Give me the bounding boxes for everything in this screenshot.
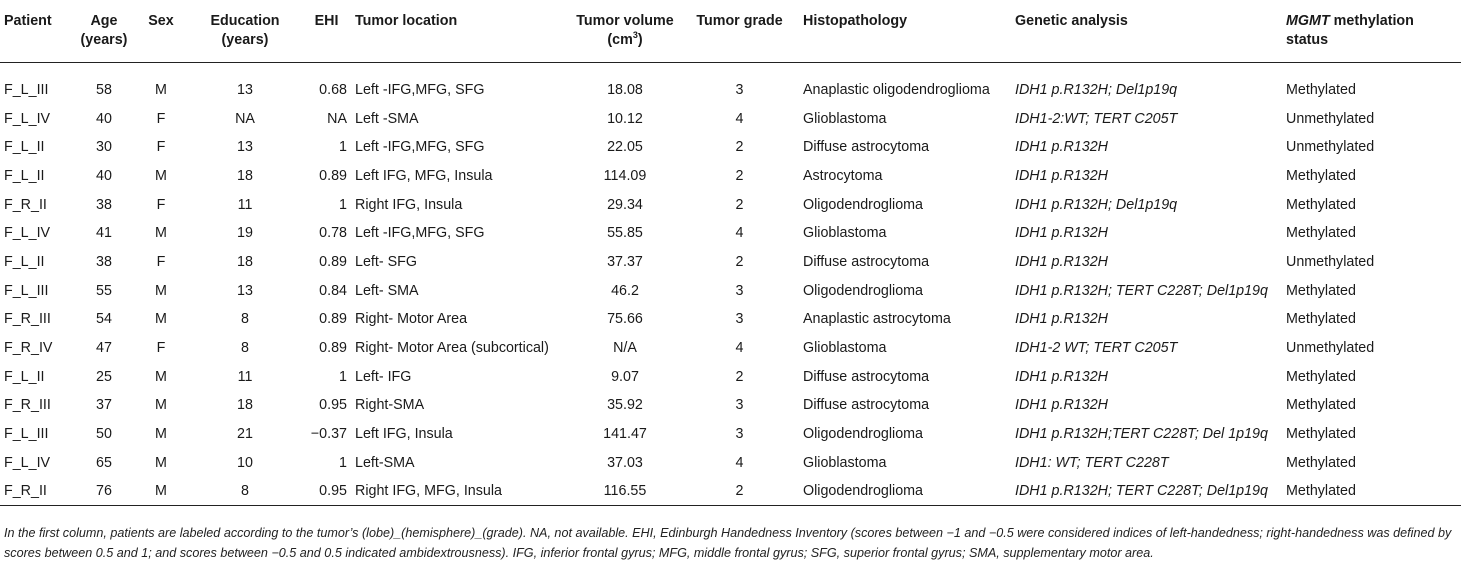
cell-tumor-volume: 37.37	[607, 253, 643, 270]
cell-sex: F	[156, 196, 166, 213]
cell-tumor-grade: 2	[735, 253, 744, 270]
cell-tumor-location: Left- IFG	[355, 368, 412, 385]
header-tumor-grade: Tumor grade	[680, 4, 799, 62]
cell-genetic-analysis: IDH1 p.R132H	[1015, 139, 1108, 156]
cell-mgmt-status: Methylated	[1286, 311, 1356, 328]
cell-education: 19	[237, 225, 253, 242]
cell-mgmt-status: Methylated	[1286, 368, 1356, 385]
cell-sex: F	[156, 253, 166, 270]
cell-histopathology: Glioblastoma	[803, 110, 887, 127]
cell-histopathology: Oligodendroglioma	[803, 426, 924, 443]
cell-tumor-location: Left- SMA	[355, 282, 419, 299]
cell-patient: F_L_III	[4, 282, 49, 299]
cell-age: 40	[96, 167, 112, 184]
cell-mgmt-status: Methylated	[1286, 426, 1356, 443]
cell-genetic-analysis: IDH1: WT; TERT C228T	[1015, 454, 1169, 471]
cell-tumor-grade: 3	[735, 397, 744, 414]
cell-genetic-analysis: IDH1 p.R132H	[1015, 368, 1108, 385]
cell-mgmt-status: Unmethylated	[1286, 340, 1375, 357]
cell-sex: M	[155, 454, 167, 471]
table-row	[0, 448, 1461, 477]
cell-patient: F_R_IV	[4, 340, 53, 357]
cell-tumor-volume: 114.09	[603, 167, 647, 184]
cell-ehi: 0.78	[319, 225, 347, 242]
patient-table	[0, 4, 1461, 506]
cell-age: 76	[74, 477, 134, 506]
cell-sex: F	[156, 139, 166, 156]
cell-ehi: 0.89	[319, 167, 347, 184]
cell-tumor-volume: 46.2	[611, 282, 639, 299]
cell-histopathology: Oligodendroglioma	[803, 282, 924, 299]
cell-tumor-volume: 18.08	[607, 81, 643, 98]
cell-mgmt-status: Methylated	[1286, 196, 1356, 213]
cell-ehi: 0.89	[319, 253, 347, 270]
cell-ehi: 1	[339, 139, 347, 156]
cell-age: 47	[96, 340, 112, 357]
cell-ehi: 0.84	[319, 282, 347, 299]
cell-ehi: 1	[339, 454, 347, 471]
cell-tumor-location: Left -IFG,MFG, SFG	[355, 225, 485, 242]
cell-education: 11	[237, 368, 253, 385]
cell-age: 38	[96, 253, 112, 270]
cell-tumor-grade: 4	[735, 340, 744, 357]
cell-age: 58	[96, 81, 112, 98]
cell-histopathology: Anaplastic oligodendroglioma	[803, 81, 990, 98]
cell-genetic-analysis: IDH1 p.R132H	[1015, 253, 1108, 270]
cell-ehi: NA	[327, 110, 347, 127]
cell-tumor-grade: 2	[735, 167, 744, 184]
cell-patient: F_L_IV	[4, 454, 51, 471]
cell-sex: M	[155, 311, 167, 328]
cell-age: 40	[96, 110, 112, 127]
cell-tumor-location: Right-SMA	[355, 397, 425, 414]
cell-patient: F_R_II	[0, 477, 74, 506]
cell-age: 25	[96, 368, 112, 385]
table-row	[0, 133, 1461, 162]
cell-tumor-volume: 75.66	[607, 311, 643, 328]
cell-tumor-grade: 2	[735, 139, 744, 156]
cell-sex: F	[156, 340, 166, 357]
cell-tumor-location: Left -SMA	[355, 110, 419, 127]
cell-tumor-volume: 29.34	[607, 196, 643, 213]
cell-age: 50	[96, 426, 112, 443]
header-education: Education (years)	[188, 4, 302, 62]
cell-genetic-analysis: IDH1 p.R132H; TERT C228T; Del1p19q	[1015, 282, 1268, 299]
table-row	[0, 420, 1461, 449]
cell-tumor-location: Right- Motor Area (subcortical)	[355, 340, 549, 357]
cell-education: 13	[237, 139, 253, 156]
cell-tumor-location: Right IFG, MFG, Insula	[351, 477, 570, 506]
cell-ehi: 1	[339, 368, 347, 385]
cell-ehi: 1	[339, 196, 347, 213]
cell-education: 21	[237, 426, 253, 443]
cell-education: 18	[237, 253, 253, 270]
table-row	[0, 76, 1461, 105]
table-row	[0, 477, 1461, 506]
cell-tumor-volume: 22.05	[607, 139, 643, 156]
cell-patient: F_L_IV	[4, 225, 51, 242]
cell-tumor-grade: 3	[735, 282, 744, 299]
table-row	[0, 162, 1461, 191]
cell-age: 41	[96, 225, 112, 242]
cell-histopathology: Oligodendroglioma	[803, 196, 924, 213]
cell-sex: M	[155, 167, 167, 184]
cell-ehi: 0.89	[319, 311, 347, 328]
table-body	[0, 76, 1461, 506]
cell-education: 8	[241, 340, 249, 357]
header-tumor-location: Tumor location	[351, 4, 570, 62]
cell-sex: F	[156, 110, 166, 127]
cell-ehi: −0.37	[310, 426, 347, 443]
cell-tumor-grade: 4	[735, 225, 744, 242]
cell-tumor-grade: 4	[735, 110, 744, 127]
header-ehi: EHI	[302, 4, 351, 62]
cell-histopathology: Diffuse astrocytoma	[803, 139, 930, 156]
cell-mgmt-status: Methylated	[1286, 167, 1356, 184]
table-row	[0, 190, 1461, 219]
cell-histopathology: Anaplastic astrocytoma	[803, 311, 951, 328]
cell-age: 55	[96, 282, 112, 299]
cell-genetic-analysis: IDH1-2:WT; TERT C205T	[1015, 110, 1178, 127]
table-row	[0, 104, 1461, 133]
cell-genetic-analysis: IDH1 p.R132H	[1015, 311, 1108, 328]
table-row	[0, 362, 1461, 391]
cell-genetic-analysis: IDH1 p.R132H;TERT C228T; Del 1p19q	[1015, 426, 1268, 443]
cell-age: 38	[96, 196, 112, 213]
cell-patient: F_L_III	[4, 81, 49, 98]
cell-tumor-grade: 4	[735, 454, 744, 471]
cell-genetic-analysis: IDH1 p.R132H; Del1p19q	[1015, 196, 1178, 213]
cell-age: 37	[96, 397, 112, 414]
cell-histopathology: Astrocytoma	[803, 167, 883, 184]
cell-histopathology: Diffuse astrocytoma	[803, 397, 930, 414]
cell-tumor-location: Left-SMA	[355, 454, 415, 471]
cell-sex: M	[155, 225, 167, 242]
cell-patient: F_L_II	[4, 139, 45, 156]
cell-histopathology: Glioblastoma	[803, 340, 887, 357]
header-histopathology: Histopathology	[799, 4, 1011, 62]
cell-patient: F_L_II	[4, 368, 45, 385]
cell-patient: F_R_III	[4, 311, 51, 328]
cell-tumor-grade: 3	[735, 81, 744, 98]
cell-histopathology: Oligodendroglioma	[799, 477, 1011, 506]
cell-genetic-analysis: IDH1 p.R132H	[1015, 167, 1108, 184]
cell-education: 8	[241, 311, 249, 328]
cell-genetic-analysis: IDH1 p.R132H; Del1p19q	[1015, 81, 1178, 98]
cell-sex: M	[134, 477, 188, 506]
cell-sex: M	[155, 368, 167, 385]
cell-tumor-volume: N/A	[613, 340, 637, 357]
cell-genetic-analysis: IDH1 p.R132H; TERT C228T; Del1p19q	[1011, 477, 1282, 506]
cell-tumor-location: Right- Motor Area	[355, 311, 468, 328]
cell-genetic-analysis: IDH1 p.R132H	[1015, 397, 1108, 414]
cell-mgmt-status: Methylated	[1286, 81, 1356, 98]
cell-tumor-grade: 3	[735, 311, 744, 328]
cell-mgmt-status: Methylated	[1286, 282, 1356, 299]
cell-tumor-location: Right IFG, Insula	[355, 196, 463, 213]
table-row	[0, 305, 1461, 334]
table-footnote: In the first column, patients are labeled according to the tumor’s (lobe)_(hemisphere)_(grade). NA, not available. EHI, Edinburgh Handedness Inventory (scores between −1 and −0.5 were considered indices of left-handedness; right-handedness was defined by scores between 0.5 and 1; and scores between −0.5 and 0.5 indicated ambidextrousness). IFG, inferior frontal gyrus; MFG, middle frontal gyrus; SFG, superior frontal gyrus; SMA, supplementary motor area.	[4, 526, 1452, 560]
cell-tumor-grade: 3	[735, 426, 744, 443]
cell-tumor-volume: 37.03	[607, 454, 643, 471]
cell-education: 10	[237, 454, 253, 471]
cell-mgmt-status: Unmethylated	[1286, 139, 1375, 156]
cell-education: 8	[188, 477, 302, 506]
cell-age: 30	[96, 139, 112, 156]
cell-ehi: 0.89	[319, 340, 347, 357]
cell-mgmt-status: Methylated	[1286, 397, 1356, 414]
cell-patient: F_L_II	[4, 167, 45, 184]
cell-education: 11	[237, 196, 253, 213]
cell-ehi: 0.95	[302, 477, 351, 506]
cell-patient: F_L_III	[4, 426, 49, 443]
cell-education: NA	[235, 110, 255, 127]
cell-education: 13	[237, 81, 253, 98]
cell-sex: M	[155, 282, 167, 299]
header-sex: Sex	[134, 4, 188, 62]
cell-tumor-location: Left- SFG	[355, 253, 417, 270]
table-row	[0, 334, 1461, 363]
cell-patient: F_L_IV	[4, 110, 51, 127]
cell-age: 65	[96, 454, 112, 471]
cell-sex: M	[155, 397, 167, 414]
cell-histopathology: Glioblastoma	[803, 225, 887, 242]
cell-tumor-grade: 2	[735, 368, 744, 385]
header-row	[0, 4, 1461, 62]
header-mgmt-status: MGMT methylation status	[1282, 4, 1461, 62]
cell-ehi: 0.95	[319, 397, 347, 414]
cell-sex: M	[155, 426, 167, 443]
cell-patient: F_R_III	[4, 397, 51, 414]
cell-tumor-volume: 141.47	[603, 426, 647, 443]
cell-tumor-volume: 9.07	[611, 368, 639, 385]
cell-sex: M	[155, 81, 167, 98]
header-tumor-volume: Tumor volume $(cm^3)$	[570, 4, 680, 62]
cell-genetic-analysis: IDH1 p.R132H	[1015, 225, 1108, 242]
cell-age: 54	[96, 311, 112, 328]
table-row	[0, 391, 1461, 420]
cell-tumor-location: Left -IFG,MFG, SFG	[355, 139, 485, 156]
cell-tumor-volume: 10.12	[607, 110, 643, 127]
cell-ehi: 0.68	[319, 81, 347, 98]
cell-histopathology: Diffuse astrocytoma	[803, 368, 930, 385]
cell-tumor-grade: 2	[735, 196, 744, 213]
cell-tumor-volume: 35.92	[607, 397, 643, 414]
cell-education: 13	[237, 282, 253, 299]
cell-histopathology: Diffuse astrocytoma	[803, 253, 930, 270]
cell-tumor-location: Left IFG, MFG, Insula	[355, 167, 493, 184]
cell-mgmt-status: Unmethylated	[1286, 253, 1375, 270]
cell-tumor-grade: 2	[680, 477, 799, 506]
cell-patient: F_L_II	[4, 253, 45, 270]
cell-tumor-volume: 55.85	[607, 225, 643, 242]
cell-mgmt-status: Methylated	[1286, 454, 1356, 471]
cell-education: 18	[237, 397, 253, 414]
cell-mgmt-status: Methylated	[1286, 225, 1356, 242]
cell-tumor-location: Left -IFG,MFG, SFG	[355, 81, 485, 98]
table-row	[0, 276, 1461, 305]
cell-mgmt-status: Unmethylated	[1286, 110, 1375, 127]
cell-tumor-volume: 116.55	[570, 477, 680, 506]
cell-genetic-analysis: IDH1-2 WT; TERT C205T	[1015, 340, 1178, 357]
cell-patient: F_R_II	[4, 196, 47, 213]
table-row	[0, 219, 1461, 248]
cell-education: 18	[237, 167, 253, 184]
header-genetic-analysis: Genetic analysis	[1011, 4, 1282, 62]
header-patient: Patient	[0, 4, 74, 62]
cell-mgmt-status: Methylated	[1282, 477, 1461, 506]
header-age: Age (years)	[74, 4, 134, 62]
table-row	[0, 248, 1461, 277]
cell-tumor-location: Left IFG, Insula	[355, 426, 453, 443]
cell-histopathology: Glioblastoma	[803, 454, 887, 471]
